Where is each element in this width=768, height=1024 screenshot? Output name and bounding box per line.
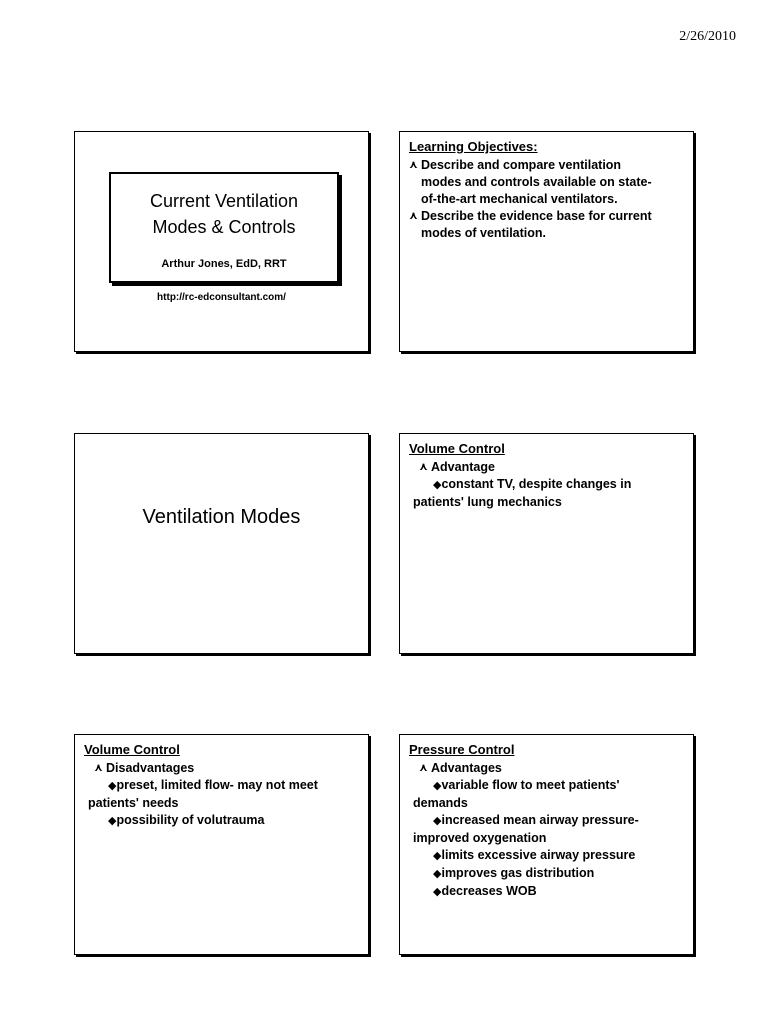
objective-text: Describe and compare ventilation [421, 158, 622, 172]
wedge-arrow-icon: ⋏ [419, 762, 428, 774]
list-item [409, 847, 683, 865]
diamond-icon: ◆ [433, 886, 442, 898]
slide-learning-objectives [399, 131, 694, 352]
list-item [409, 883, 683, 901]
diamond-icon: ◆ [433, 780, 442, 792]
item-text: limits excessive airway pressure [441, 848, 636, 862]
list-item [84, 777, 358, 812]
objective-text: modes and controls available on state- [421, 175, 652, 189]
slide-volume-control-advantage [399, 433, 694, 654]
list-item [409, 865, 683, 883]
item-text: variable flow to meet patients' [441, 778, 620, 792]
diamond-icon: ◆ [433, 479, 442, 491]
list-item [409, 777, 683, 812]
title-line-1: Current Ventilation [149, 191, 299, 211]
item-text: improved oxygenation [413, 831, 547, 845]
list-item [84, 812, 358, 830]
item-text: decreases WOB [441, 884, 537, 898]
list-item [409, 760, 683, 777]
objective-text: of-the-art mechanical ventilators. [421, 192, 618, 206]
objectives-list [409, 157, 683, 242]
item-text: preset, limited flow- may not meet [116, 778, 318, 792]
points-list [84, 760, 358, 830]
slide-pressure-control-advantages [399, 734, 694, 955]
author: Arthur Jones, EdD, RRT [161, 258, 287, 270]
objective-text: Describe the evidence base for current [421, 209, 652, 223]
diamond-icon: ◆ [433, 868, 442, 880]
diamond-icon: ◆ [108, 780, 117, 792]
wedge-arrow-icon: ⋏ [419, 461, 428, 473]
presentation-title [111, 188, 337, 240]
list-item [409, 459, 683, 476]
slide-title [74, 131, 369, 352]
list-item [84, 760, 358, 777]
slide-heading: Volume Control [409, 441, 505, 456]
wedge-arrow-icon: ⋏ [94, 762, 103, 774]
diamond-icon: ◆ [433, 815, 442, 827]
item-text: constant TV, despite changes in [441, 477, 632, 491]
item-text: possibility of volutrauma [116, 813, 265, 827]
item-text: increased mean airway pressure- [441, 813, 639, 827]
list-item [409, 208, 683, 242]
diamond-icon: ◆ [108, 815, 117, 827]
slide-section [74, 433, 369, 654]
slide-volume-control-disadvantages [74, 734, 369, 955]
url-link[interactable]: http://rc-edconsultant.com/ [157, 292, 286, 303]
slide-heading: Volume Control [84, 742, 180, 757]
item-text: improves gas distribution [441, 866, 595, 880]
subheading: Disadvantages [106, 761, 195, 775]
list-item [409, 812, 683, 847]
item-text: patients' needs [88, 796, 179, 810]
points-list [409, 760, 683, 901]
objective-text: modes of ventilation. [421, 226, 547, 240]
list-item [409, 476, 683, 511]
list-item [409, 157, 683, 208]
title-frame [109, 172, 339, 283]
points-list [409, 459, 683, 511]
item-text: demands [413, 796, 468, 810]
slide-heading: Pressure Control [409, 742, 515, 757]
slide-heading: Learning Objectives: [409, 139, 538, 154]
wedge-arrow-icon: ⋏ [409, 210, 418, 222]
title-line-2: Modes & Controls [152, 217, 296, 237]
subheading: Advantage [431, 460, 495, 474]
diamond-icon: ◆ [433, 850, 442, 862]
print-date: 2/26/2010 [679, 29, 736, 44]
section-title: Ventilation Modes [142, 506, 301, 528]
subheading: Advantages [431, 761, 502, 775]
item-text: patients' lung mechanics [413, 495, 562, 509]
wedge-arrow-icon: ⋏ [409, 159, 418, 171]
